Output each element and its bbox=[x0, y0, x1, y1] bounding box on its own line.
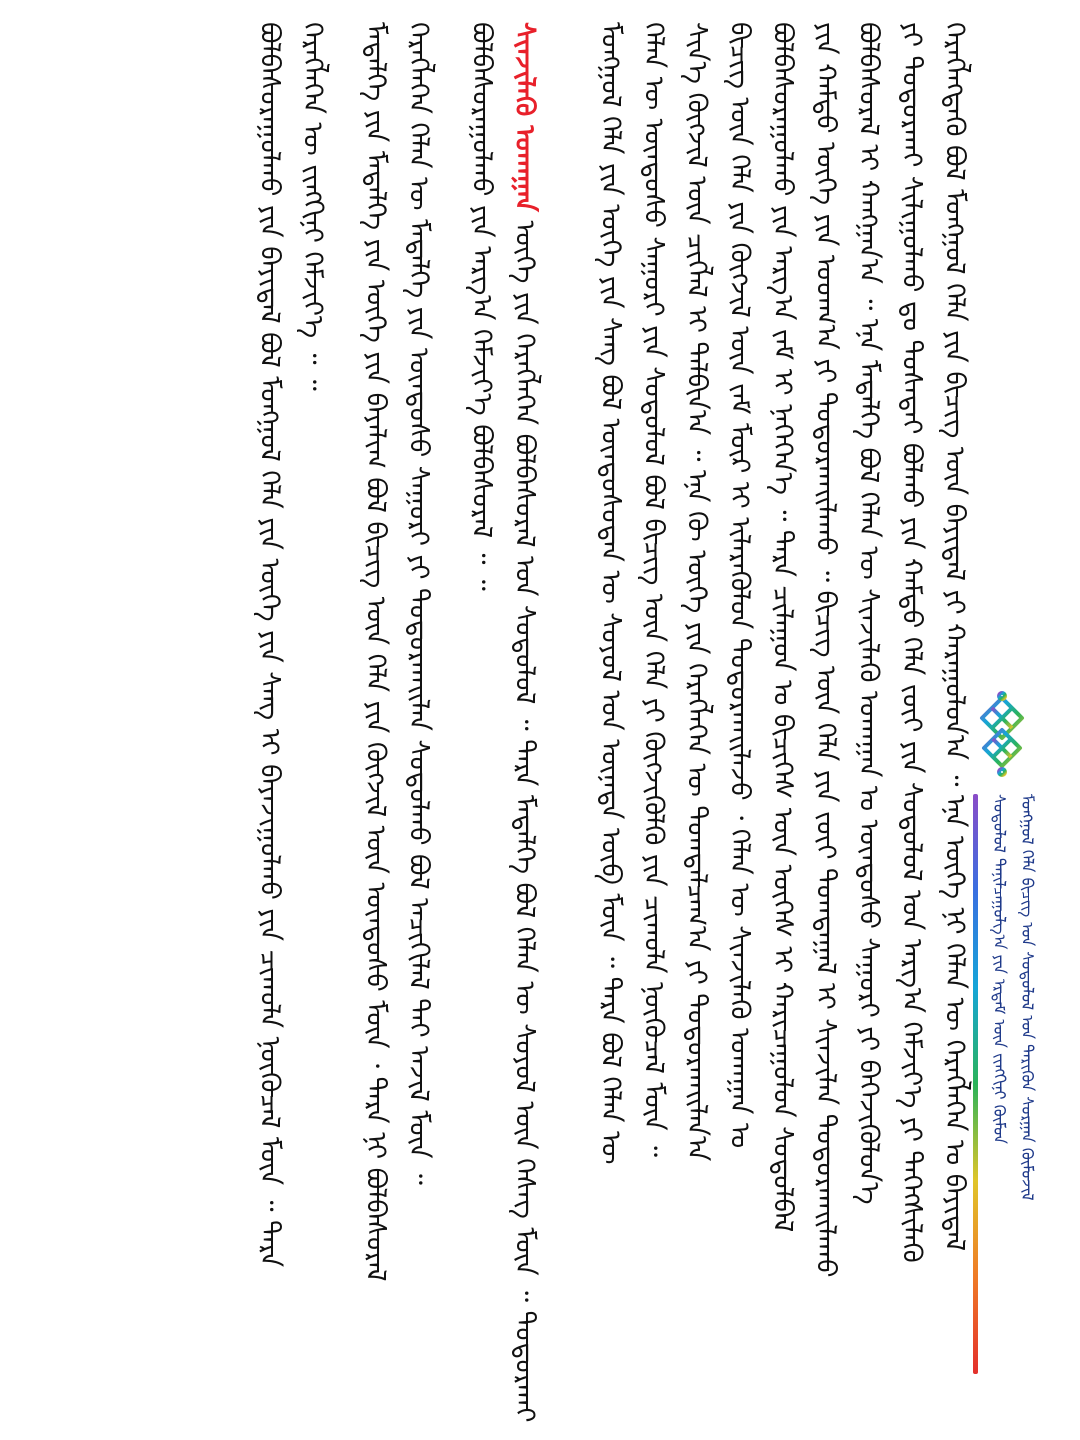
paragraph-gap bbox=[334, 22, 354, 1422]
text-column: ᠮᠡᠳᠡᠯᠭᠡ ᠶᠢᠨ ᠮᠡᠳᠡᠯᠭᠡ ᠶᠢᠨ ᠦᠭᠡ ᠶᠢᠨ ᠪᠠᠶᠠᠯᠢᠭ ᠪᠣᠯ ᠪᠢᠴᠢᠭ ᠦᠨ ᠬᠡᠯᠡ ᠶᠢᠨ ᠬᠥᠭᠵᠢᠯ ᠦᠨ ᠦᠨᠳᠦᠰᠦ ᠮᠥᠨ ᠂ ᠲᠡᠷᠡ ᠨᠢ ᠪᠣᠯᠪᠠᠰᠤᠷᠠᠯ bbox=[360, 22, 391, 1282]
text-column: ᠰᠢᠨ᠎ᠡ ᠬᠥᠭᠵᠢᠯ ᠦᠨ ᠴᠢᠭᠯᠡᠯ ᠢ ᠲᠠᠯᠪᠢᠨ᠎ᠠ ᠃ ᠡᠨᠡ ᠬᠦ ᠦᠭᠡ ᠶᠢᠨ ᠬᠡᠷᠡᠭᠯᠡᠭᠡᠨ ᠦ ᠲᠣᠭᠲᠠᠯᠴᠠᠭ᠎ᠠ ᠶᠢ ᠲᠣᠳᠣᠷᠬᠠᠢᠯᠠᠨ᠎ᠠ bbox=[681, 22, 712, 1162]
text-column: ᠪᠢᠴᠢᠭ ᠦᠨ ᠬᠡᠯᠡ ᠶᠢᠨ ᠬᠥᠭᠵᠢᠯ ᠦᠨ ᠵᠠᠮ ᠮᠥᠷ ᠢ ᠢᠯᠡᠷᠡᠭᠦᠯᠦᠨ ᠲᠣᠳᠣᠷᠬᠠᠢᠯᠠᠵᠤ ᠂ ᠬᠡᠯᠡᠨ ᠦ ᠰᠢᠨᠵᠢᠯᠡᠬᠦ ᠤᠬᠠᠭᠠᠨ ᠤ bbox=[724, 22, 755, 1149]
text-column: ᠪᠣᠯᠪᠠᠰᠤᠷᠠᠭᠤᠯᠬᠤ ᠶᠢᠨ ᠪᠠᠶᠢᠳᠠᠯ ᠪᠣᠯ ᠮᠣᠩᠭᠣᠯ ᠬᠡᠯᠡ ᠶᠢᠨ ᠦᠭᠡ ᠶᠢᠨ ᠰᠠᠩ ᠢ ᠪᠠᠶᠠᠵᠢᠭᠤᠯᠬᠤ ᠶᠢᠨ ᠴᠢᠬᠤᠯᠠ ᠨᠥᠬᠦᠴᠡᠯ ᠮᠥᠨ ᠃ ᠲᠡᠷᠡ bbox=[254, 22, 285, 1268]
text-column: ᠮᠣᠩᠭᠣᠯ ᠬᠡᠯᠡ ᠶᠢᠨ ᠦᠭᠡ ᠶᠢᠨ ᠰᠠᠩ ᠪᠣᠯ ᠦᠨᠳᠦᠰᠦᠲᠡᠨ ᠦ ᠰᠣᠶᠣᠯ ᠤᠨ ᠦᠨᠡᠲᠡ ᠥᠪ ᠮᠥᠨ ᠃ ᠲᠡᠷᠡ ᠪᠣᠯ ᠬᠡᠯᠡᠨ ᠦ bbox=[595, 22, 626, 1165]
header-title-line-2: ᠮᠣᠩᠭᠣᠯ ᠬᠡᠯᠡ ᠪᠢᠴᠢᠭ ᠤᠨ ᠰᠤᠳᠤᠯᠤᠯ ᠤᠨ ᠲᠡᠷᠢᠭᠦᠨ ᠰᠤᠷᠭᠠᠨ ᠬᠦᠮᠦᠵᠢᠯ bbox=[1018, 794, 1037, 1201]
highlight-column-text: ᠦᠭᠡ ᠶᠢᠨ ᠬᠡᠷᠡᠭᠯᠡᠭᠡᠨ ᠪᠣᠯᠪᠠᠰᠤᠷᠠᠯ ᠤᠨ ᠰᠤᠳᠤᠯᠤᠯ ᠃ ᠲᠡᠷᠡ ᠮᠡᠳᠡᠯᠭᠡ ᠪᠣᠯ ᠬᠡᠯᠡᠨ ᠦ ᠰᠣᠶᠣᠯ ᠦᠨ ᠬᠡᠰᠡᠭ ᠮᠥᠨ ᠃ ᠲᠣᠳᠣᠷᠬᠠᠢ bbox=[509, 220, 540, 1422]
highlight-column bbox=[503, 22, 546, 1422]
endless-knot-icon bbox=[972, 690, 1032, 780]
text-column: ᠬᠡᠷᠡᠭᠯᠡᠭᠡᠨ ᠦ ᠵᠢᠩᠬᠢᠨᠢ ᠬᠡᠮᠵᠢᠶ᠎ᠡ ᠃ ᠃ bbox=[297, 22, 328, 391]
text-column: ᠪᠣᠯᠪᠠᠰᠤᠷᠠᠯ ᠢ ᠬᠠᠩᠭᠠᠨ᠎ᠠ ᠃ ᠡᠨᠡ ᠮᠡᠳᠡᠯᠭᠡ ᠪᠣᠯ ᠬᠡᠯᠡᠨ ᠦ ᠰᠢᠨᠵᠢᠯᠡᠬᠦ ᠤᠬᠠᠭᠠᠨ ᠤ ᠦᠨᠳᠦᠰᠦ ᠰᠠᠭᠤᠷᠢ ᠶᠢ ᠪᠡᠬᠡᠵᠢᠭᠦᠯᠦᠨ᠎ᠡ bbox=[853, 22, 884, 1205]
header-title-line-1: ᠰᠤᠳᠤᠯᠤᠯ ᠲᠠᠨᠢᠯᠴᠠᠭᠤᠯᠭ᠎ᠠ ᠶᠢᠨ ᠡᠷᠳᠡᠮ ᠦᠨ ᠵᠢᠩᠬᠢᠨᠢ ᠬᠦᠮᠦᠨ bbox=[990, 794, 1009, 1144]
section-heading: ᠰᠢᠨᠵᠢᠯᠡᠬᠦ ᠤᠬᠠᠭᠠᠨ bbox=[509, 22, 540, 212]
text-column: ᠶᠢᠨ ᠬᠠᠮᠲᠤ ᠦᠭᠡ ᠶᠢᠨ ᠤᠳᠬ᠎ᠠ ᠶᠢ ᠲᠣᠳᠣᠷᠬᠠᠢᠯᠠᠬᠤ ᠃ ᠪᠢᠴᠢᠭ ᠦᠨ ᠬᠡᠯᠡ ᠶᠢᠨ ᠵᠦᠢ ᠲᠣᠭᠲᠠᠭᠠᠯ ᠢ ᠰᠢᠨᠵᠢᠯᠡᠨ ᠲᠣᠳᠣᠷᠬᠠᠢᠯᠠᠬᠤ bbox=[810, 22, 841, 1278]
text-column: ᠬᠡᠷᠡᠭᠯᠡᠭᠡᠨ ᠬᠡᠯᠡᠨ ᠦ ᠮᠡᠳᠡᠯᠭᠡ ᠶᠢᠨ ᠦᠨᠳᠦᠰᠦ ᠰᠠᠭᠤᠷᠢ ᠶᠢ ᠲᠣᠳᠣᠷᠬᠠᠢᠯᠠᠨ ᠰᠤᠳᠤᠯᠬᠤ ᠪᠣᠯ ᠠᠴᠢᠬᠢᠯᠠᠯ ᠲᠠᠢ ᠠᠵᠢᠯ ᠮᠥᠨ ᠃ bbox=[403, 22, 434, 1185]
body-text bbox=[36, 22, 976, 1422]
text-column: ᠬᠡᠯᠡᠨ ᠦ ᠦᠨᠳᠦᠰᠦ ᠰᠠᠭᠤᠷᠢ ᠶᠢᠨ ᠰᠤᠳᠤᠯᠤᠯ ᠪᠣᠯ ᠪᠢᠴᠢᠭ ᠦᠨ ᠬᠡᠯᠡ ᠶᠢ ᠬᠥᠭᠵᠢᠭᠦᠯᠬᠦ ᠶᠢᠨ ᠴᠢᠬᠤᠯᠠ ᠨᠥᠬᠦᠴᠡᠯ ᠮᠥᠨ ᠃ bbox=[638, 22, 669, 1157]
text-column: ᠪᠣᠯᠪᠠᠰᠤᠷᠠᠭᠤᠯᠬᠤ ᠶᠢᠨ ᠠᠷᠭ᠎ᠠ ᠵᠠᠮ ᠢ ᠨᠡᠭᠡᠭᠡᠨ᠎ᠡ ᠃ ᠲᠡᠷᠡ ᠴᠢᠯᠠᠭᠤᠨ ᠤ ᠪᠢᠴᠢᠭᠡᠰ ᠦᠨ ᠦᠭᠡᠰ ᠢ ᠬᠠᠷᠢᠴᠠᠭᠤᠯᠤᠨ ᠰᠤᠳᠤᠯᠪᠠᠯ bbox=[767, 22, 798, 1233]
paragraph-gap bbox=[440, 22, 460, 1422]
text-column: ᠬᠡᠷᠡᠭᠯᠡᠭᠳᠡᠬᠦ ᠪᠣᠯ ᠮᠣᠩᠭᠣᠯ ᠬᠡᠯᠡ ᠶᠢᠨ ᠪᠢᠴᠢᠭ ᠦᠨ ᠪᠠᠶᠢᠳᠠᠯ ᠶᠢ ᠬᠠᠷᠠᠭᠤᠯᠤᠨ᠎ᠠ ᠃ ᠡᠨᠡ ᠦᠭᠡ ᠨᠢ ᠬᠡᠯᠡᠨ ᠦ ᠬᠡᠷᠡᠭᠯᠡᠭᠡᠨ ᠤ ᠪᠠᠶᠢᠳᠠᠯ bbox=[939, 22, 970, 1252]
text-column bbox=[546, 22, 589, 1422]
text-column: ᠶᠢ ᠲᠣᠳᠣᠷᠬᠠᠢ ᠰᠢᠯᠢᠭᠤᠯᠬᠤ ᠳᠤ ᠲᠤᠰᠠᠲᠠᠢ ᠪᠣᠯᠬᠤ ᠶᠢᠨ ᠬᠠᠮᠲᠤ ᠬᠡᠯᠡ ᠵᠦᠢ ᠶᠢᠨ ᠰᠤᠳᠤᠯᠤᠯ ᠤᠨ ᠠᠷᠭ᠎ᠠ ᠬᠡᠮᠵᠢᠶ᠎ᠡ ᠶᠢ ᠳᠡᠭᠡᠭᠰᠢᠯᠡᠬᠦ bbox=[896, 22, 927, 1263]
text-column: ᠪᠣᠯᠪᠠᠰᠤᠷᠠᠭᠤᠯᠬᠤ ᠶᠢᠨ ᠠᠷᠭ᠎ᠠ ᠬᠡᠮᠵᠢᠶ᠎ᠡ ᠪᠣᠯᠪᠠᠰᠤᠷᠠᠯ ᠃ ᠃ bbox=[466, 22, 497, 591]
